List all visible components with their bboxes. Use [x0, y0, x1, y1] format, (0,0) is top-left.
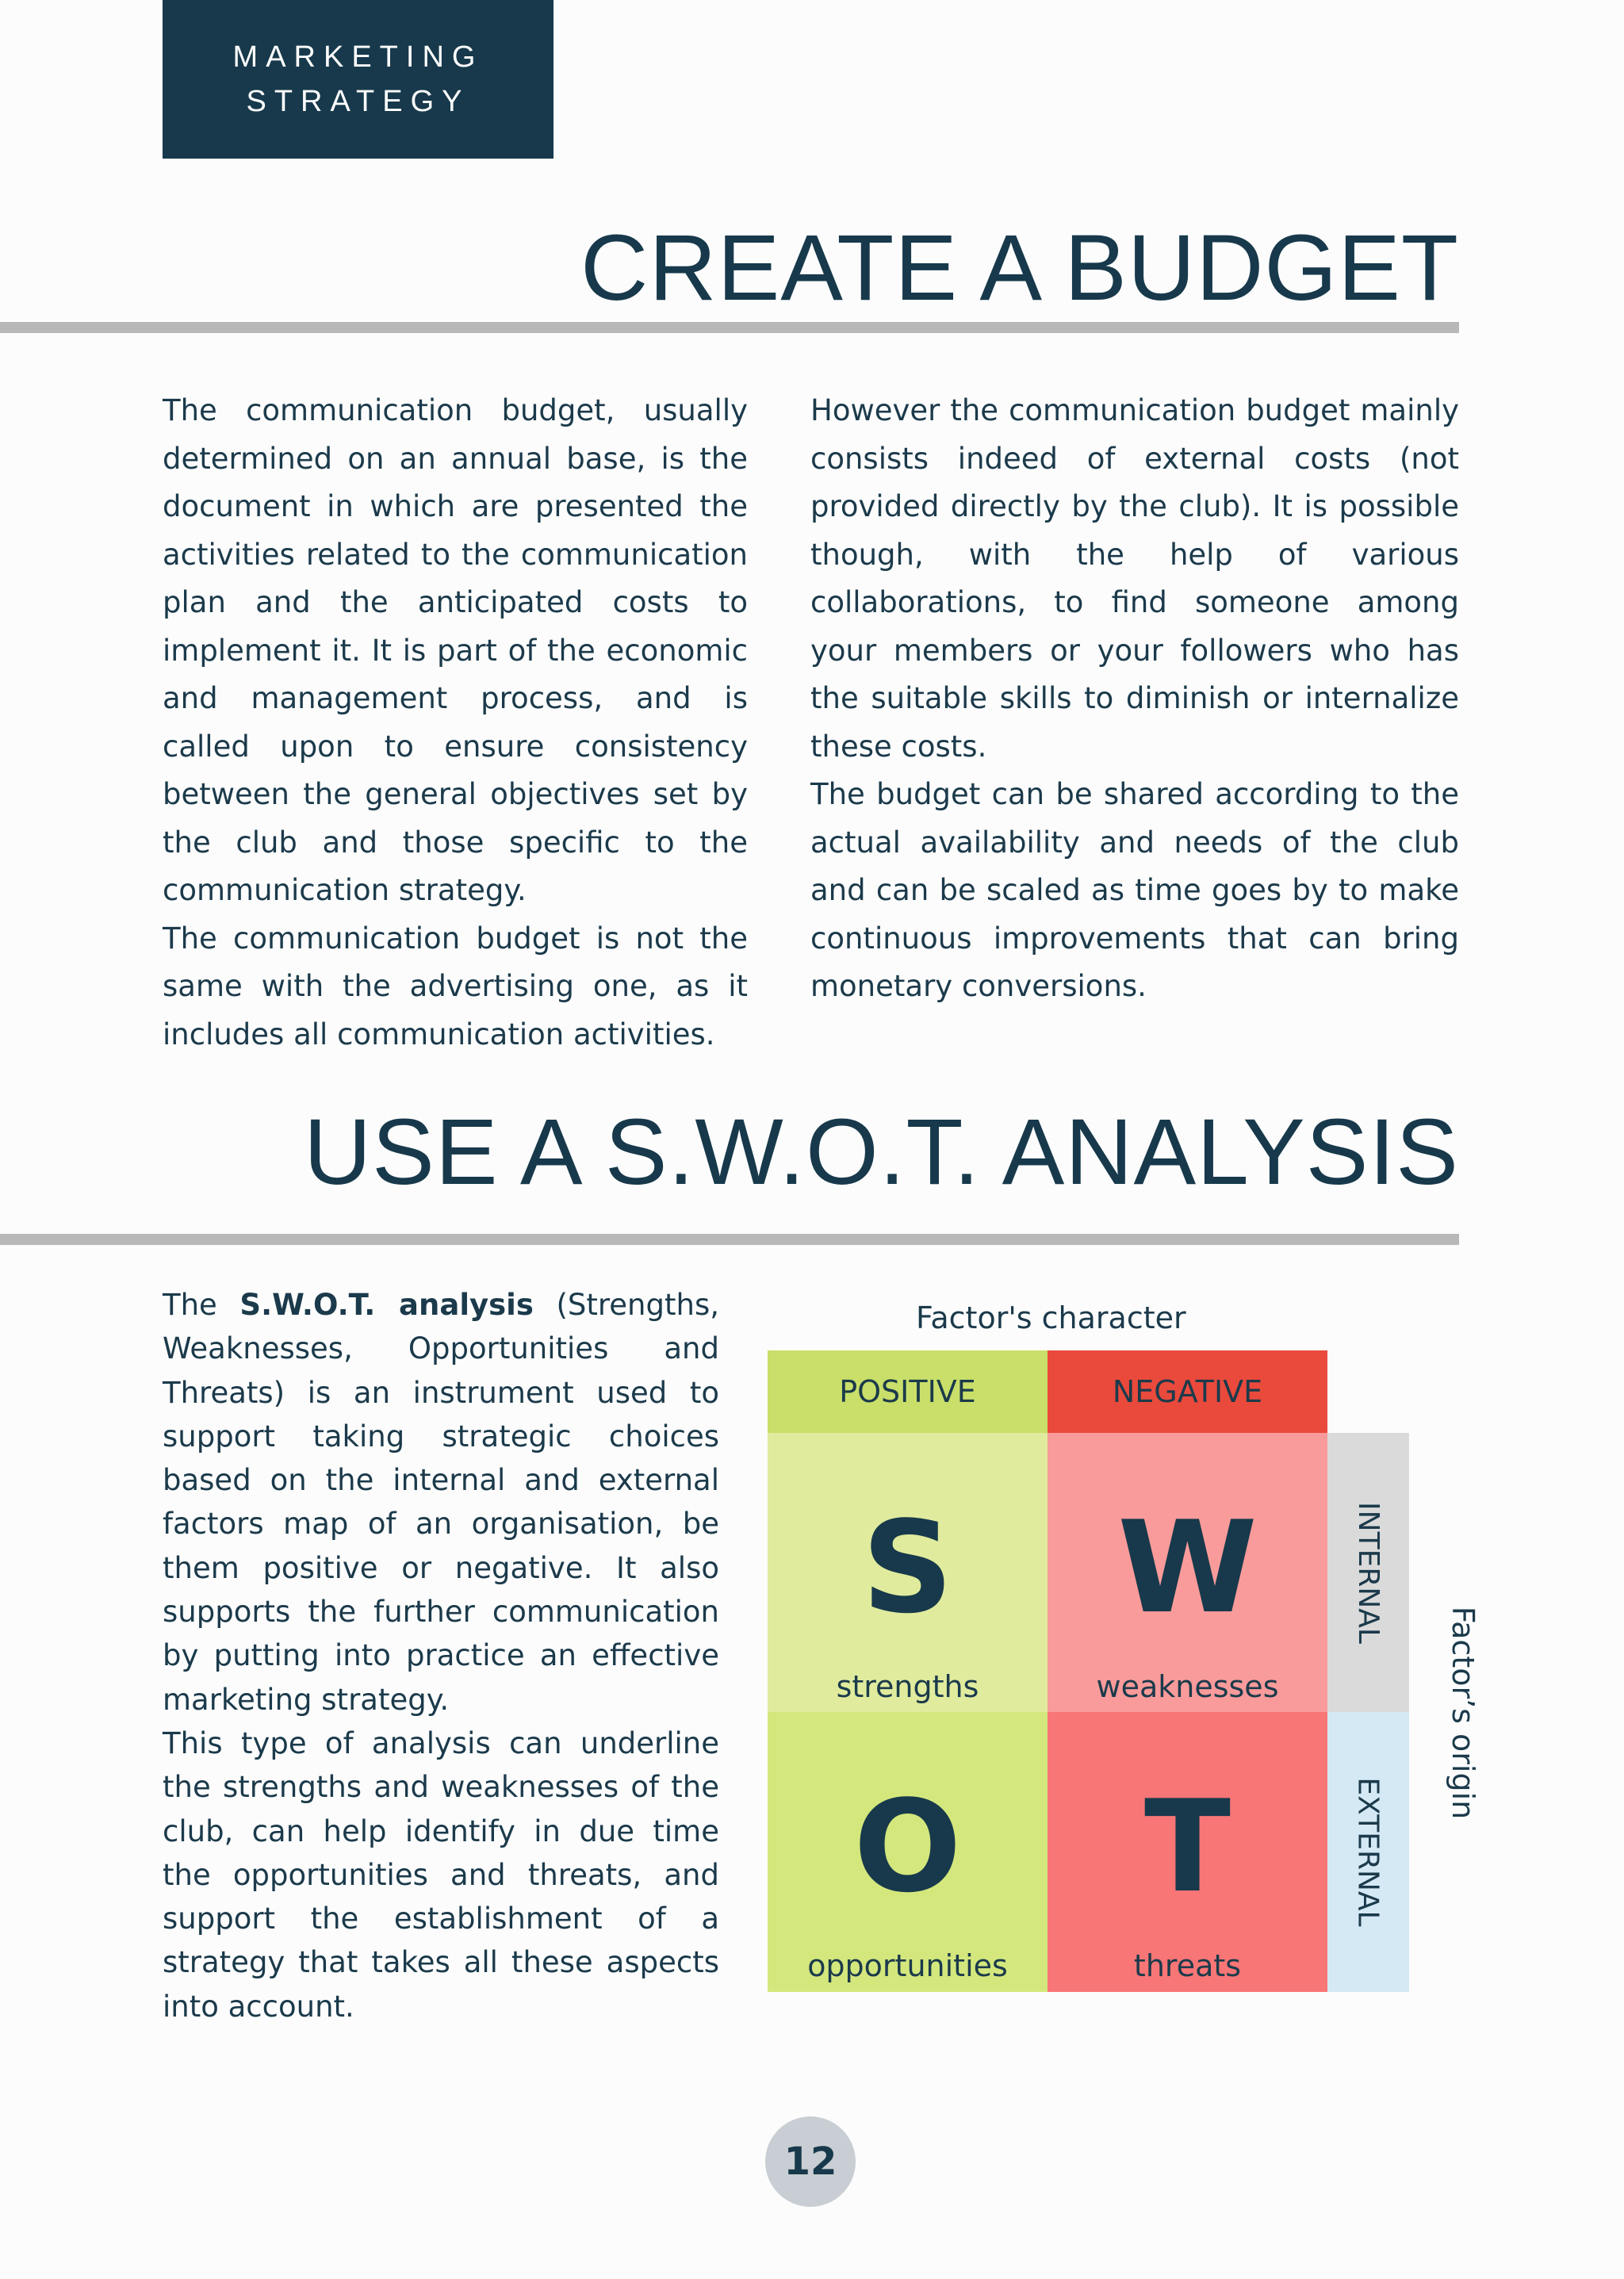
swot-paragraph: This type of analysis can underline the strengths and weaknesses of the club, can help identify in due time the opportunities and threats, and support the establishment of a strategy that takes all these aspects into account.: [163, 1726, 719, 2024]
budget-column-right: [810, 387, 1459, 1011]
swot-word-strengths: strengths: [836, 1669, 979, 1704]
swot-description: [163, 1283, 719, 2028]
swot-quadrant-weaknesses: [1048, 1433, 1327, 1712]
factor-origin-caption: Factor’s origin: [1446, 1606, 1480, 1820]
swot-letter-o: O: [853, 1772, 962, 1921]
swot-quadrant-threats: [1048, 1712, 1327, 1992]
factor-character-caption: Factor's character: [916, 1300, 1186, 1335]
swot-paragraph: [163, 1283, 719, 1722]
swot-external-label: EXTERNAL: [1352, 1777, 1385, 1927]
swot-external-label-box: [1327, 1712, 1409, 1992]
swot-title: USE A S.W.O.T. ANALYSIS: [303, 1100, 1459, 1205]
swot-quadrant-strengths: [768, 1433, 1048, 1712]
section-tab-line1: MARKETING: [232, 40, 484, 74]
swot-term: S.W.O.T. analysis: [239, 1288, 534, 1322]
budget-title: CREATE A BUDGET: [580, 216, 1459, 320]
swot-letter-w: W: [1117, 1493, 1258, 1641]
swot-negative-header: NEGATIVE: [1048, 1350, 1327, 1433]
budget-paragraph: The budget can be shared according to the actual availability and needs of the club and can be scaled as time goes by to make continuous improvements that can bring monetary conversions.: [810, 777, 1459, 1003]
budget-paragraph: The communication budget is not the same with the advertising one, as it includes all communication activities.: [163, 921, 748, 1051]
budget-paragraph: The communication budget, usually determined on an annual base, is the document in which are presented the activities related to the communication plan and the anticipated costs to implement it. It is part of the economic and management process, and is called upon to ensure consistency between the general objectives set by the club and those specific to the communication strategy.: [163, 393, 748, 907]
section-tab-line2: STRATEGY: [246, 85, 470, 118]
swot-word-weaknesses: weaknesses: [1096, 1669, 1279, 1704]
swot-letter-t: T: [1143, 1772, 1231, 1921]
swot-quadrant-opportunities: [768, 1712, 1048, 1992]
swot-intro-the: The: [163, 1288, 217, 1322]
budget-paragraph: However the communication budget mainly consists indeed of external costs (not provided directly by the club). It is possible though, with the help of various collaborations, to find someone among your members or your followers who has the suitable skills to diminish or internalize these costs.: [810, 393, 1459, 764]
swot-divider: [0, 1234, 1459, 1245]
factor-origin-caption-box: [1427, 1578, 1499, 1848]
swot-internal-label-box: [1327, 1433, 1409, 1712]
swot-word-opportunities: opportunities: [807, 1948, 1008, 1983]
swot-intro-rest: (Strengths, Weaknesses, Opportunities and Threats) is an instrument used to support taking strategic choices based on the internal and external factors map of an organisation, be them positive or negative. It also supports the further communication by putting into practice an effective marketing strategy.: [163, 1288, 719, 1717]
budget-column-left: [163, 387, 748, 1059]
swot-letter-s: S: [861, 1493, 954, 1641]
section-tab: [163, 0, 553, 159]
swot-word-threats: threats: [1133, 1948, 1242, 1983]
budget-divider: [0, 322, 1459, 333]
page-number: 12: [765, 2116, 856, 2207]
swot-internal-label: INTERNAL: [1352, 1501, 1385, 1644]
swot-positive-header: POSITIVE: [768, 1350, 1048, 1433]
